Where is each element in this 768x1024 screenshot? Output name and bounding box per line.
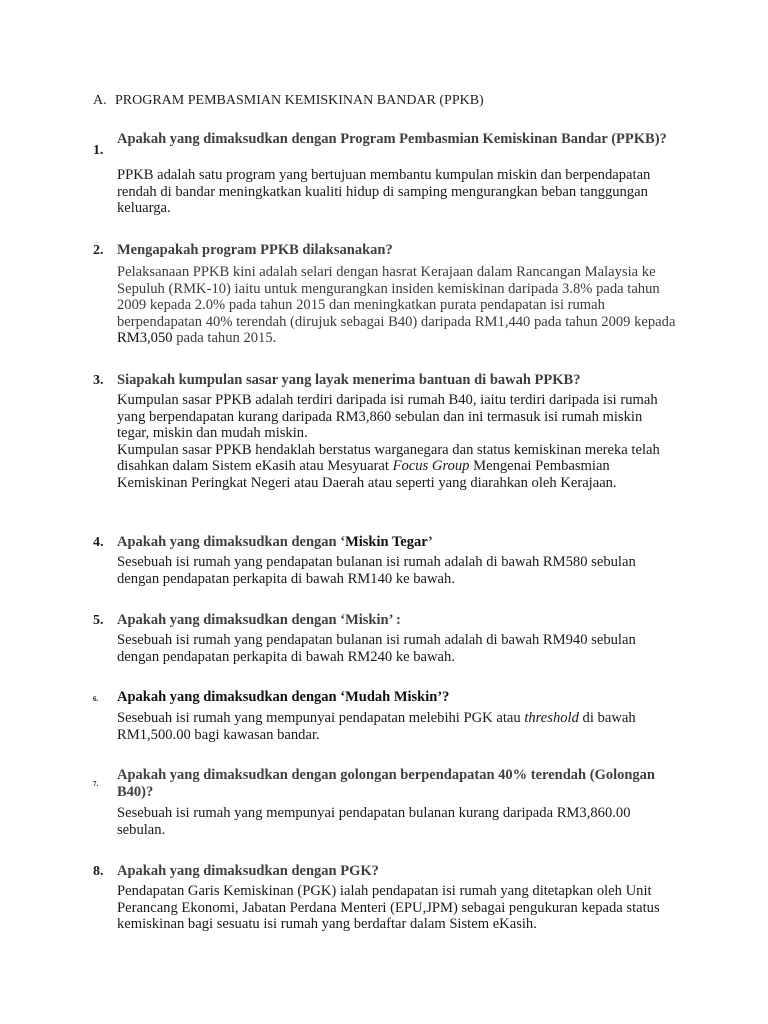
answer-text-part: Kumpulan sasar PPKB hendaklah berstatus warganegara dan status kemiskinan mereka telah disahkan dalam Sistem eKasih atau Mesyuarat: [117, 441, 660, 475]
question-text: Apakah yang dimaksudkan dengan Program Pembasmian Kemiskinan Bandar (PPKB)?: [117, 131, 667, 147]
answer-text-part: Sesebuah isi rumah yang mempunyai pendapatan melebihi PGK atau: [117, 710, 525, 726]
answer-text: [117, 710, 677, 743]
question-number: 3.: [93, 373, 104, 388]
section-title-text: PROGRAM PEMBASMIAN KEMISKINAN BANDAR (PPKB): [115, 93, 484, 108]
question-number: 5.: [93, 613, 104, 628]
question-text-part: ’: [427, 534, 433, 550]
question-number: 4.: [93, 535, 104, 550]
answer-text: Sesebuah isi rumah yang mempunyai pendapatan bulanan kurang daripada RM3,860.00 sebulan.: [117, 805, 631, 838]
answer-italic-term: threshold: [524, 710, 579, 726]
answer-text: [117, 392, 677, 492]
question-text: Mengapakah program PPKB dilaksanakan?: [117, 242, 393, 258]
question-number: 6.: [93, 695, 99, 703]
question-number: 8.: [93, 864, 104, 879]
question-number: 1.: [93, 143, 104, 158]
section-letter: A.: [93, 93, 107, 108]
question-text: [117, 534, 677, 551]
answer-text-part: di bawah RM1,500.00 bagi kawasan bandar.: [117, 710, 636, 743]
answer-text-part: pada tahun 2015.: [172, 330, 277, 347]
answer-highlight-value: RM3,050: [117, 330, 173, 347]
section-heading: [93, 92, 484, 109]
question-text: Apakah yang dimaksudkan dengan golongan berpendapatan 40% terendah (Golongan B40)?: [117, 767, 656, 800]
question-number: 7.: [93, 780, 99, 788]
question-text: Apakah yang dimaksudkan dengan ‘Mudah Miskin’?: [117, 689, 450, 705]
answer-text: Sesebuah isi rumah yang pendapatan bulanan isi rumah adalah di bawah RM940 sebulan dengan pendapatan perkapita di bawah RM240 ke bawah.: [117, 632, 636, 665]
answer-text: [117, 264, 677, 347]
question-text: Apakah yang dimaksudkan dengan ‘Miskin’ :: [117, 612, 401, 628]
answer-italic-term: Focus Group: [392, 458, 470, 475]
answer-paragraph: Kumpulan sasar PPKB adalah terdiri daripada isi rumah B40, iaitu terdiri daripada isi rumah yang berpendapatan kurang daripada RM3,860 sebulan dan ini termasuk isi rumah miskin tegar, miskin dan mudah miskin.: [117, 392, 658, 442]
answer-text-part: Pelaksanaan PPKB kini adalah selari dengan hasrat Kerajaan dalam Rancangan Malaysia ke Sepuluh (RMK-10) iaitu untuk mengurangkan insiden kemiskinan daripada 3.8% pada tahun 2009 kepada 2.0% pada tahun 2015 dan meningkatkan purata pendapatan isi rumah berpendapatan 40% terendah (dirujuk sebagai B40) daripada RM1,440 pada tahun 2009 kepada: [117, 264, 676, 330]
question-term: Miskin Tegar: [345, 534, 428, 550]
answer-text: Sesebuah isi rumah yang pendapatan bulanan isi rumah adalah di bawah RM580 sebulan dengan pendapatan perkapita di bawah RM140 ke bawah.: [117, 554, 636, 587]
answer-text: Pendapatan Garis Kemiskinan (PGK) ialah pendapatan isi rumah yang ditetapkan oleh Unit Perancang Ekonomi, Jabatan Perdana Menteri (EPU,JPM) sebagai pengukuran kepada status kemiskinan bagi sesuatu isi rumah yang berdaftar dalam Sistem eKasih.: [117, 883, 660, 933]
question-text: Siapakah kumpulan sasar yang layak menerima bantuan di bawah PPKB?: [117, 372, 581, 388]
question-text-part: Apakah yang dimaksudkan dengan ‘: [117, 534, 346, 550]
answer-text-part: Mengenai Pembasmian Kemiskinan Peringkat Negeri atau Daerah atau seperti yang diarahkan oleh Kerajaan.: [117, 458, 617, 491]
answer-text: PPKB adalah satu program yang bertujuan membantu kumpulan miskin dan berpendapatan rendah di bandar meningkatkan kualiti hidup di samping mengurangkan beban tanggungan keluarga.: [117, 167, 651, 217]
question-number: 2.: [93, 243, 104, 258]
question-text: Apakah yang dimaksudkan dengan PGK?: [117, 863, 379, 879]
answer-paragraph: [117, 442, 677, 492]
